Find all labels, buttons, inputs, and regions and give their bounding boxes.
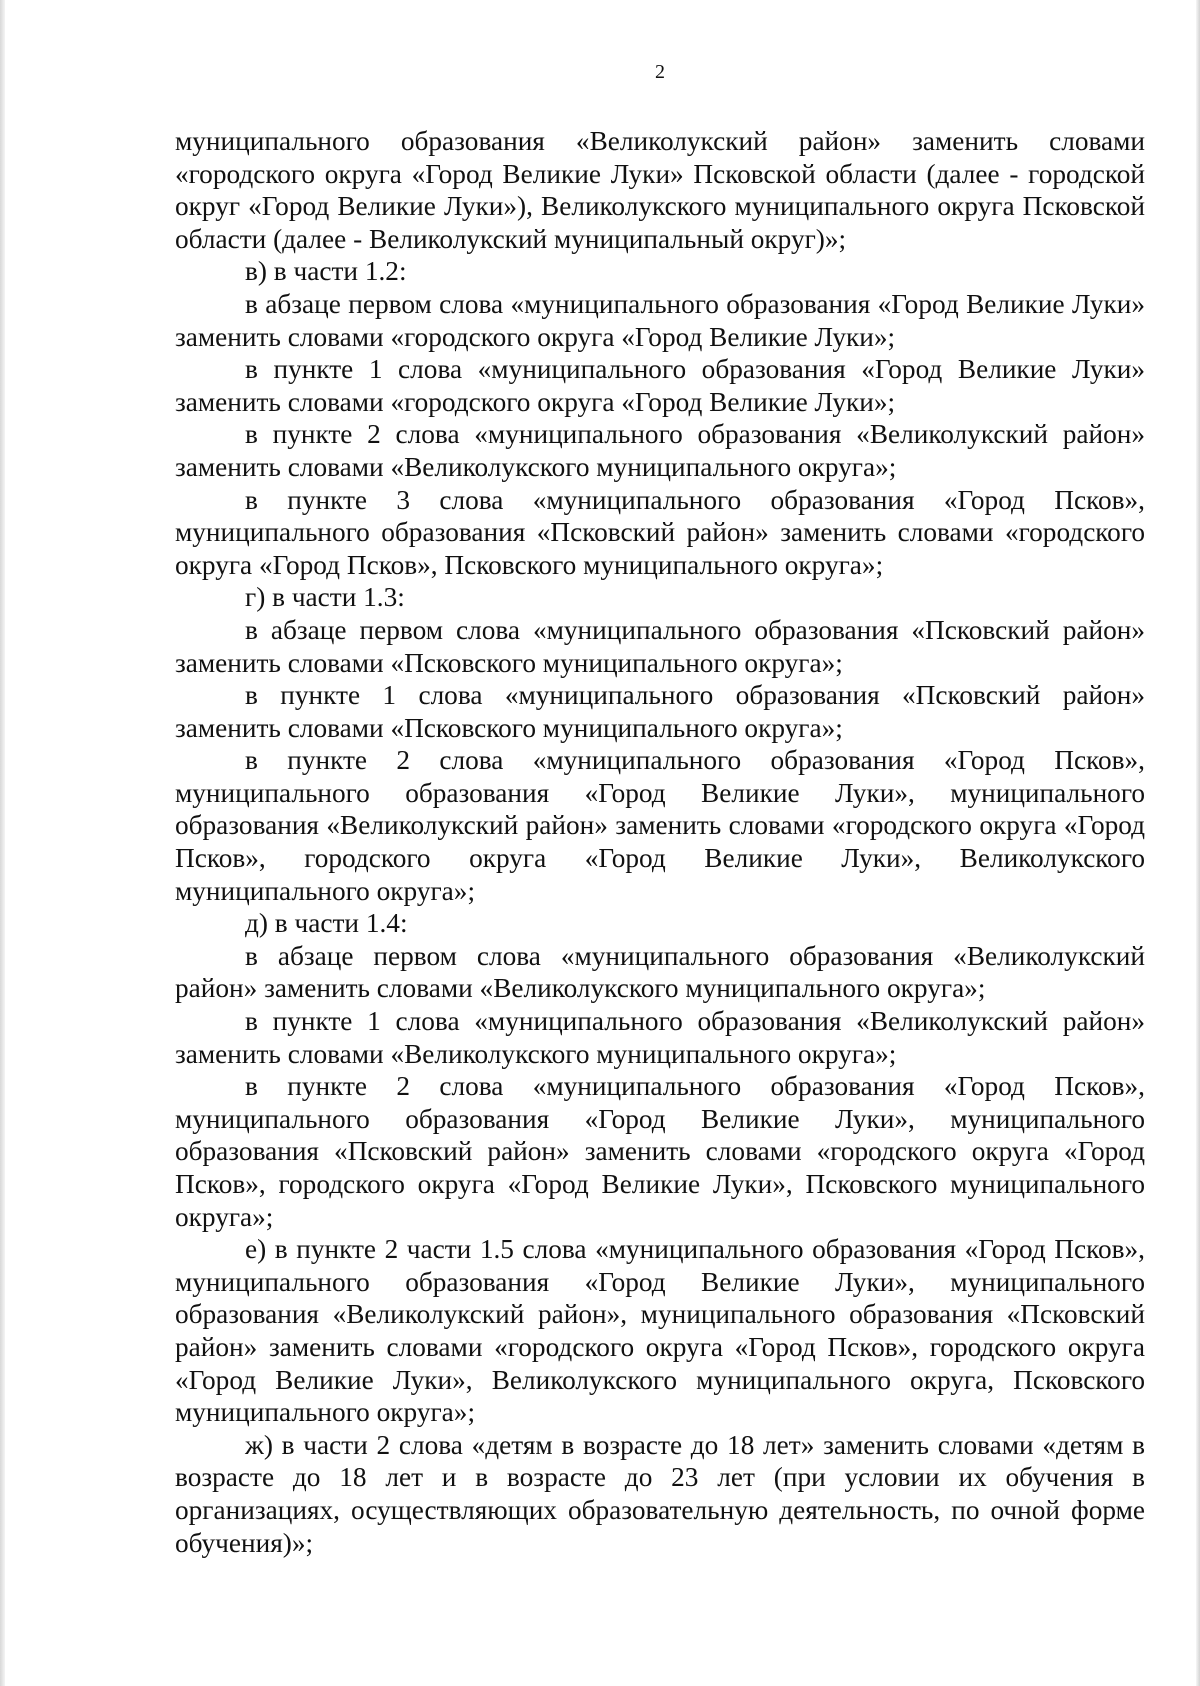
paragraph: в пункте 3 слова «муниципального образования «Город Псков», муниципального образования «Псковский район» заменить словами «городского округа «Город Псков», Псковского муниципального округа»; [175,484,1145,580]
paragraph-continuation: муниципального образования «Великолукский район» заменить словами «городского округа «Город Великие Луки» Псковской области (далее - городской округ «Город Великие Луки»), Великолукского муниципального округа Псковской области (далее - Великолукский муниципальный округ)»; [175,126,1145,254]
paragraph-item-v-heading: в) в части 1.2: [245,256,407,287]
document-body [175,125,1145,1559]
scan-edge-right [1196,0,1200,1686]
paragraph: в пункте 2 слова «муниципального образования «Город Псков», муниципального образования «Город Великие Луки», муниципального образования «Псковский район» заменить словами «городского округа «Город Псков», городского округа «Город Великие Луки», Псковского муниципального округа»; [175,1071,1145,1232]
paragraph: в пункте 1 слова «муниципального образования «Город Великие Луки» заменить словами «городского округа «Город Великие Луки»; [175,354,1145,417]
paragraph: в пункте 1 слова «муниципального образования «Псковский район» заменить словами «Псковского муниципального округа»; [175,680,1145,743]
paragraph: в абзаце первом слова «муниципального образования «Псковский район» заменить словами «Псковского муниципального округа»; [175,614,1145,678]
paragraph: в пункте 2 слова «муниципального образования «Великолукский район» заменить словами «Великолукского муниципального округа»; [175,419,1145,482]
page-number: 2 [655,61,665,83]
paragraph: в пункте 2 слова «муниципального образования «Город Псков», муниципального образования «Город Великие Луки», муниципального образования «Великолукский район» заменить словами «городского округа «Город Псков», городского округа «Город Великие Луки», Великолукского муниципального округа»; [175,745,1145,906]
paragraph-item-e: е) в пункте 2 части 1.5 слова «муниципального образования «Город Псков», муниципального образования «Город Великие Луки», муниципального образования «Великолукский район», муниципального образования «Псковский район» заменить словами «городского округа «Город Псков», городского округа «Город Великие Луки», Великолукского муниципального округа, Псковского муниципального округа»; [175,1234,1145,1428]
paragraph-item-d-heading: д) в части 1.4: [245,908,408,939]
paragraph-item-zh: ж) в части 2 слова «детям в возрасте до 18 лет» заменить словами «детям в возрасте до 18 лет и в возрасте до 23 лет (при условии их обучения в организациях, осуществляющих образовательную деятельность, по очной форме обучения)»; [175,1429,1145,1558]
paragraph: в абзаце первом слова «муниципального образования «Город Великие Луки» заменить словами «городского округа «Город Великие Луки»; [175,288,1145,352]
paragraph: в абзаце первом слова «муниципального образования «Великолукский район» заменить словами «Великолукского муниципального округа»; [175,940,1145,1004]
paragraph: в пункте 1 слова «муниципального образования «Великолукский район» заменить словами «Великолукского муниципального округа»; [175,1006,1145,1069]
paragraph-item-g-heading: г) в части 1.3: [245,582,405,613]
scan-edge-left [0,0,5,1686]
